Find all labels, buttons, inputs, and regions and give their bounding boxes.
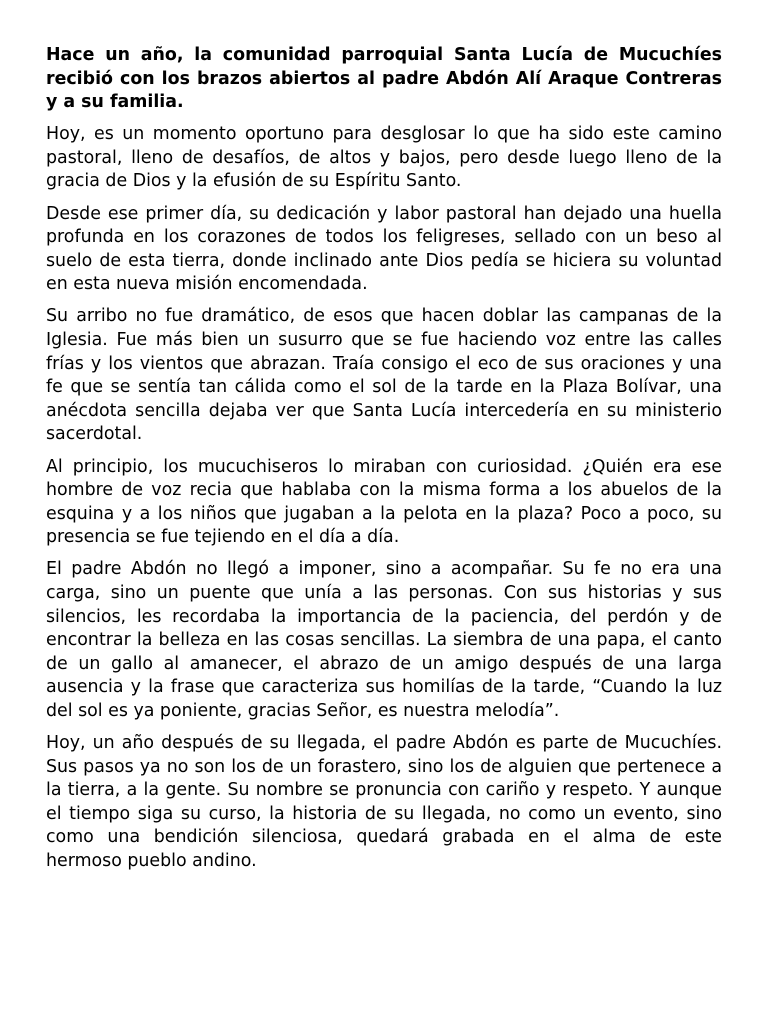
document-page <box>46 44 722 882</box>
body-paragraph: El padre Abdón no llegó a imponer, sino a acompañar. Su fe no era una carga, sino un puente que unía a las personas. Con sus historias y sus silencios, les recordaba la importancia de la paciencia, del perdón y de encontrar la belleza en las cosas sencillas. La siembra de una papa, el canto de un gallo al amanecer, el abrazo de un amigo después de una larga ausencia y la frase que caracteriza sus homilías de la tarde, “Cuando la luz del sol es ya poniente, gracias Señor, es nuestra melodía”. <box>46 559 722 721</box>
lead-paragraph: Hace un año, la comunidad parroquial Santa Lucía de Mucuchíes recibió con los brazos abiertos al padre Abdón Alí Araque Contreras y a su familia. <box>46 45 722 113</box>
body-paragraph: Al principio, los mucuchiseros lo miraban con curiosidad. ¿Quién era ese hombre de voz recia que hablaba con la misma forma a los abuelos de la esquina y a los niños que jugaban a la pelota en la plaza? Poco a poco, su presencia se fue tejiendo en el día a día. <box>46 456 722 548</box>
body-paragraph: Hoy, es un momento oportuno para desglosar lo que ha sido este camino pastoral, lleno de desafíos, de altos y bajos, pero desde luego lleno de la gracia de Dios y la efusión de su Espíritu Santo. <box>46 124 722 192</box>
body-paragraph: Su arribo no fue dramático, de esos que hacen doblar las campanas de la Iglesia. Fue más bien un susurro que se fue haciendo voz entre las calles frías y los vientos que abrazan. Traía consigo el eco de sus oraciones y una fe que se sentía tan cálida como el sol de la tarde en la Plaza Bolívar, una anécdota sencilla dejaba ver que Santa Lucía intercedería en su ministerio sacerdotal. <box>46 306 722 445</box>
body-paragraph: Desde ese primer día, su dedicación y labor pastoral han dejado una huella profunda en los corazones de todos los feligreses, sellado con un beso al suelo de esta tierra, donde inclinado ante Dios pedía se hiciera su voluntad en esta nueva misión encomendada. <box>46 203 722 295</box>
body-paragraph: Hoy, un año después de su llegada, el padre Abdón es parte de Mucuchíes. Sus pasos ya no son los de un forastero, sino los de alguien que pertenece a la tierra, a la gente. Su nombre se pronuncia con cariño y respeto. Y aunque el tiempo siga su curso, la historia de su llegada, no como un evento, sino como una bendición silenciosa, quedará grabada en el alma de este hermoso pueblo andino. <box>46 733 722 871</box>
